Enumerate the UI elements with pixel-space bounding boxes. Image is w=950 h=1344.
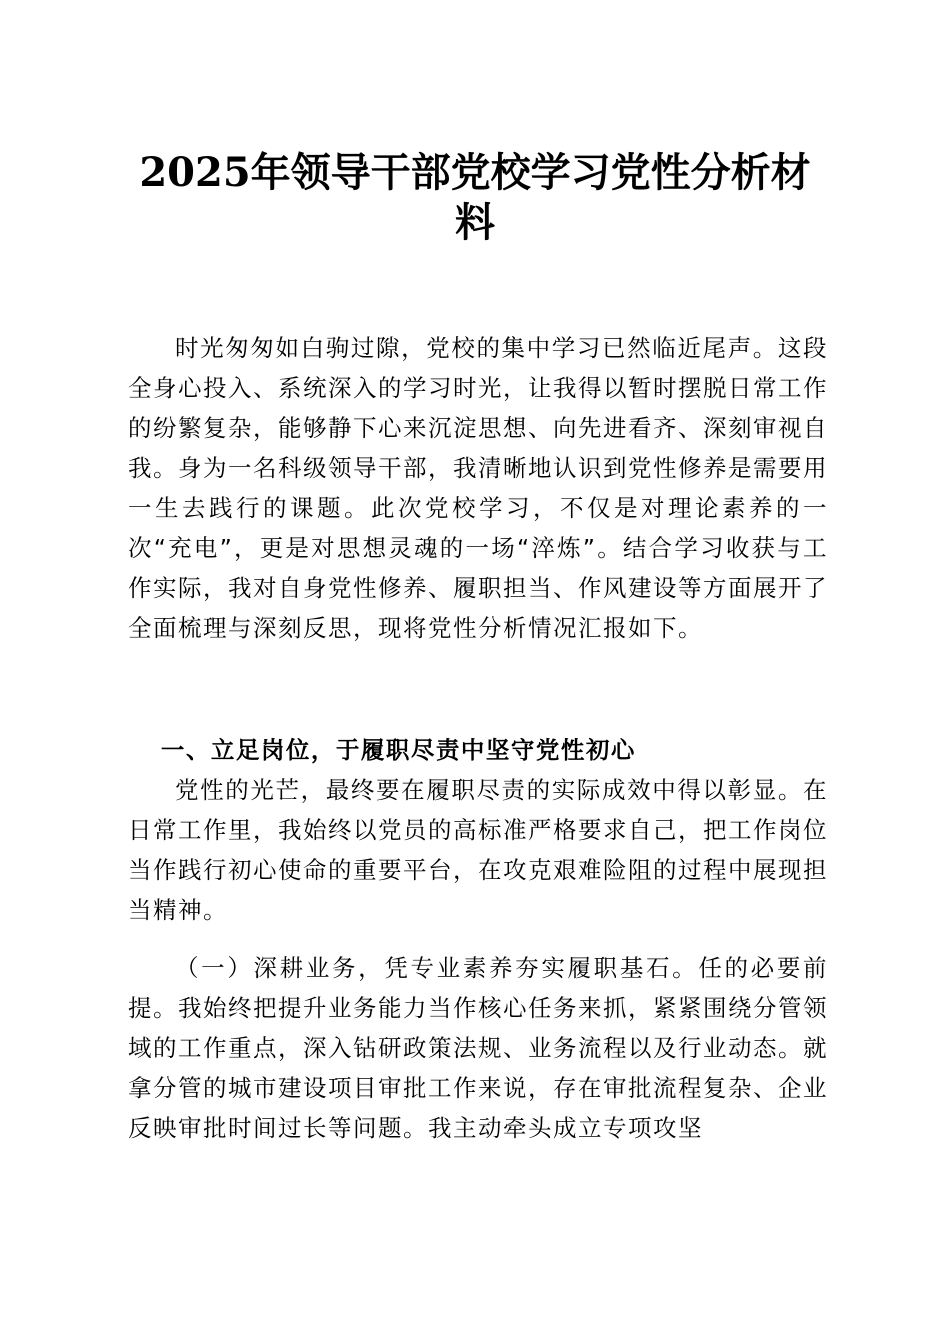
section-1-body	[128, 770, 828, 930]
subsection-text: （一）深耕业务，凭专业素养夯实履职基石。任的必要前提。我始终把提升业务能力当作核心任务来抓，紧紧围绕分管领域的工作重点，深入钻研政策法规、业务流程以及行业动态。就拿分管的城市建设项目审批工作来说，存在审批流程复杂、企业反映审批时间过长等问题。我主动牵头成立专项攻坚	[128, 954, 828, 1142]
intro-text: 时光匆匆如白驹过隙，党校的集中学习已然临近尾声。这段全身心投入、系统深入的学习时光，让我得以暂时摆脱日常工作的纷繁复杂，能够静下心来沉淀思想、向先进看齐、深刻审视自我。身为一名科级领导干部，我清晰地认识到党性修养是需要用一生去践行的课题。此次党校学习，不仅是对理论素养的一次“充电”，更是对思想灵魂的一场“淬炼”。结合学习收获与工作实际，我对自身党性修养、履职担当、作风建设等方面展开了全面梳理与深刻反思，现将党性分析情况汇报如下。	[128, 334, 828, 642]
section-heading: 一、立足岗位，于履职尽责中坚守党性初心	[160, 736, 636, 764]
section-1-heading-block	[128, 730, 828, 770]
intro-paragraph	[128, 328, 828, 648]
subsection-1	[128, 948, 828, 1148]
document-title: 2025年领导干部党校学习党性分析材料	[139, 149, 811, 246]
section-body-text: 党性的光芒，最终要在履职尽责的实际成效中得以彰显。在日常工作里，我始终以党员的高标准严格要求自己，把工作岗位当作践行初心使命的重要平台，在攻克艰难险阻的过程中展现担当精神。	[128, 776, 828, 924]
